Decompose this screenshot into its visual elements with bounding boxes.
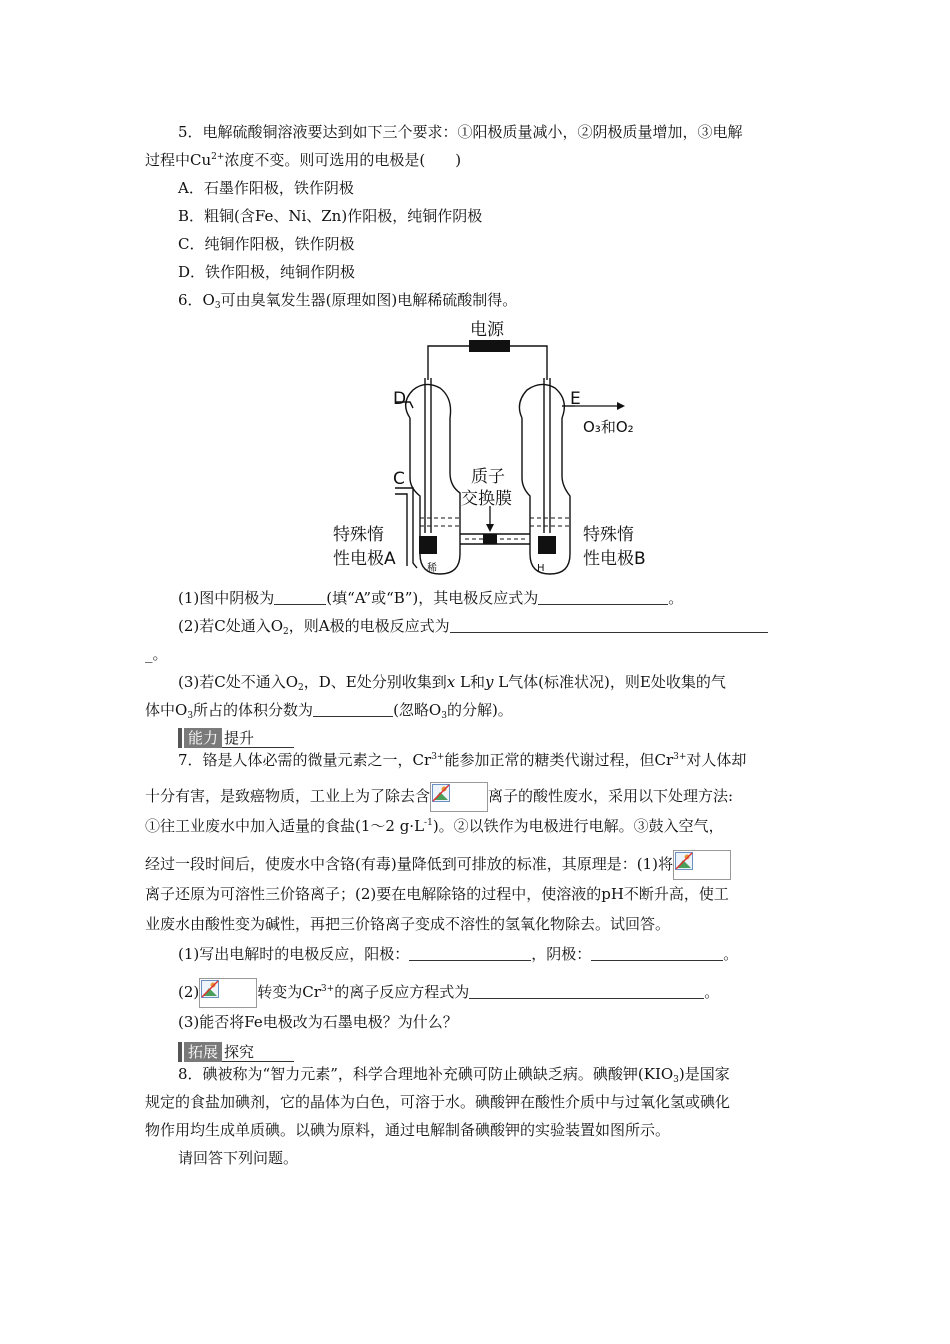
answer-blank[interactable] <box>450 617 768 633</box>
section-header-ability: 能力 提升 <box>178 728 294 748</box>
q8-line2: 规定的食盐加碘剂，它的晶体为白色，可溶于水。碘酸钾在酸性介质中与过氧化氢或碘化 <box>145 1093 731 1111</box>
answer-blank[interactable] <box>274 589 326 605</box>
q6-part3-line2: 体中$O_3$所占的体积分数为 (忽略$O_3$的分解)。 <box>145 701 513 721</box>
electrode-a-label-2: 性电极A <box>333 549 396 569</box>
answer-blank[interactable] <box>591 945 723 961</box>
q5-option-b: B．粗铜(含Fe、Ni、Zn)作阳极，纯铜作阴极 <box>178 207 483 225</box>
membrane-label-2: 交换膜 <box>461 489 512 509</box>
membrane-label-1: 质子 <box>471 467 505 487</box>
q5-option-d: D．铁作阳极，纯铜作阴极 <box>178 263 356 281</box>
q5-stem-line2: 过程中$Cu^{2+}$浓度不变。则可选用的电极是( ) <box>145 151 462 169</box>
q7-line1: 7．铬是人体必需的微量元素之一，$Cr^{3+}$能参加正常的糖类代谢过程，但$Cr^{3+}$对人体却 <box>178 751 747 769</box>
q6-part3-line1: (3)若C处不通入$O_2$，D、E处分别收集到x L和y L气体(标准状况)，则E处收集的气 <box>178 673 726 693</box>
electrode-b-label-2: 性电极B <box>583 549 646 569</box>
answer-blank[interactable] <box>313 701 393 717</box>
answer-blank[interactable] <box>538 589 668 605</box>
q7-line5: 离子还原为可溶性三价铬离子；(2)要在电解除铬的过程中，使溶液的pH不断升高，使工 <box>145 885 729 903</box>
broken-image-icon <box>199 978 257 1008</box>
answer-blank[interactable] <box>409 945 531 961</box>
q8-line3: 物作用均生成单质碘。以碘为原料，通过电解制备碘酸钾的实验装置如图所示。 <box>145 1121 671 1139</box>
q7-sub3: (3)能否将Fe电极改为石墨电极？为什么？ <box>178 1013 458 1031</box>
q5-stem-line1: 5．电解硫酸铜溶液要达到如下三个要求：①阳极质量减小，②阴极质量增加，③电解 <box>178 123 743 141</box>
ozone-generator-diagram <box>325 318 665 580</box>
electrode-a-label-1: 特殊惰 <box>333 525 384 545</box>
q7-sub1: (1)写出电解时的电极反应，阳极： ，阴极： 。 <box>178 945 739 963</box>
q7-line6: 业废水由酸性变为碱性，再把三价铬离子变成不溶性的氢氧化物除去。试回答。 <box>145 915 671 933</box>
q7-sub2: (2) 转变为$Cr^{3+}$的离子反应方程式为 。 <box>178 978 843 1008</box>
outlet-d-label: D <box>393 389 407 409</box>
gas-output-label: O₃和O₂ <box>583 418 634 436</box>
answer-blank[interactable] <box>469 983 704 999</box>
power-label: 电源 <box>470 320 504 340</box>
q7-line2: 十分有害，是致癌物质，工业上为了除去含 离子的酸性废水，采用以下处理方法: <box>145 782 810 812</box>
broken-image-icon <box>673 850 731 880</box>
q6-part2-end: _。 <box>145 645 168 663</box>
solution-label-right: H <box>537 563 545 574</box>
q7-line4: 经过一段时间后，使废水中含铬(有毒)量降低到可排放的标准，其原理是：(1)将 <box>145 850 810 880</box>
electrode-b-label-1: 特殊惰 <box>583 525 634 545</box>
q8-line4: 请回答下列问题。 <box>178 1149 299 1167</box>
outlet-e-label: E <box>570 389 581 409</box>
solution-label-left: 稀 <box>427 563 437 574</box>
q6-part2: (2)若C处通入$O_2$，则A极的电极反应式为 <box>178 616 843 636</box>
q8-line1: 8．碘被称为“智力元素”，科学合理地补充碘可防止碘缺乏病。碘酸钾$(KIO_3)$是国家 <box>178 1065 730 1085</box>
inlet-c-label: C <box>393 469 405 489</box>
broken-image-icon <box>430 782 488 812</box>
q7-line3: ①往工业废水中加入适量的食盐(1～2 $g\cdot L^{-1}$)。②以铁作为电极进行电解。③鼓入空气， <box>145 817 724 835</box>
section-header-extension: 拓展 探究 <box>178 1042 294 1062</box>
q5-option-a: A．石墨作阳极，铁作阴极 <box>178 179 354 197</box>
q6-part1: (1)图中阴极为 (填“A”或“B”)，其电极反应式为 。 <box>178 589 684 607</box>
q6-intro: 6．$O_3$可由臭氧发生器(原理如图)电解稀硫酸制得。 <box>178 291 518 311</box>
q5-option-c: C．纯铜作阳极，铁作阴极 <box>178 235 355 253</box>
